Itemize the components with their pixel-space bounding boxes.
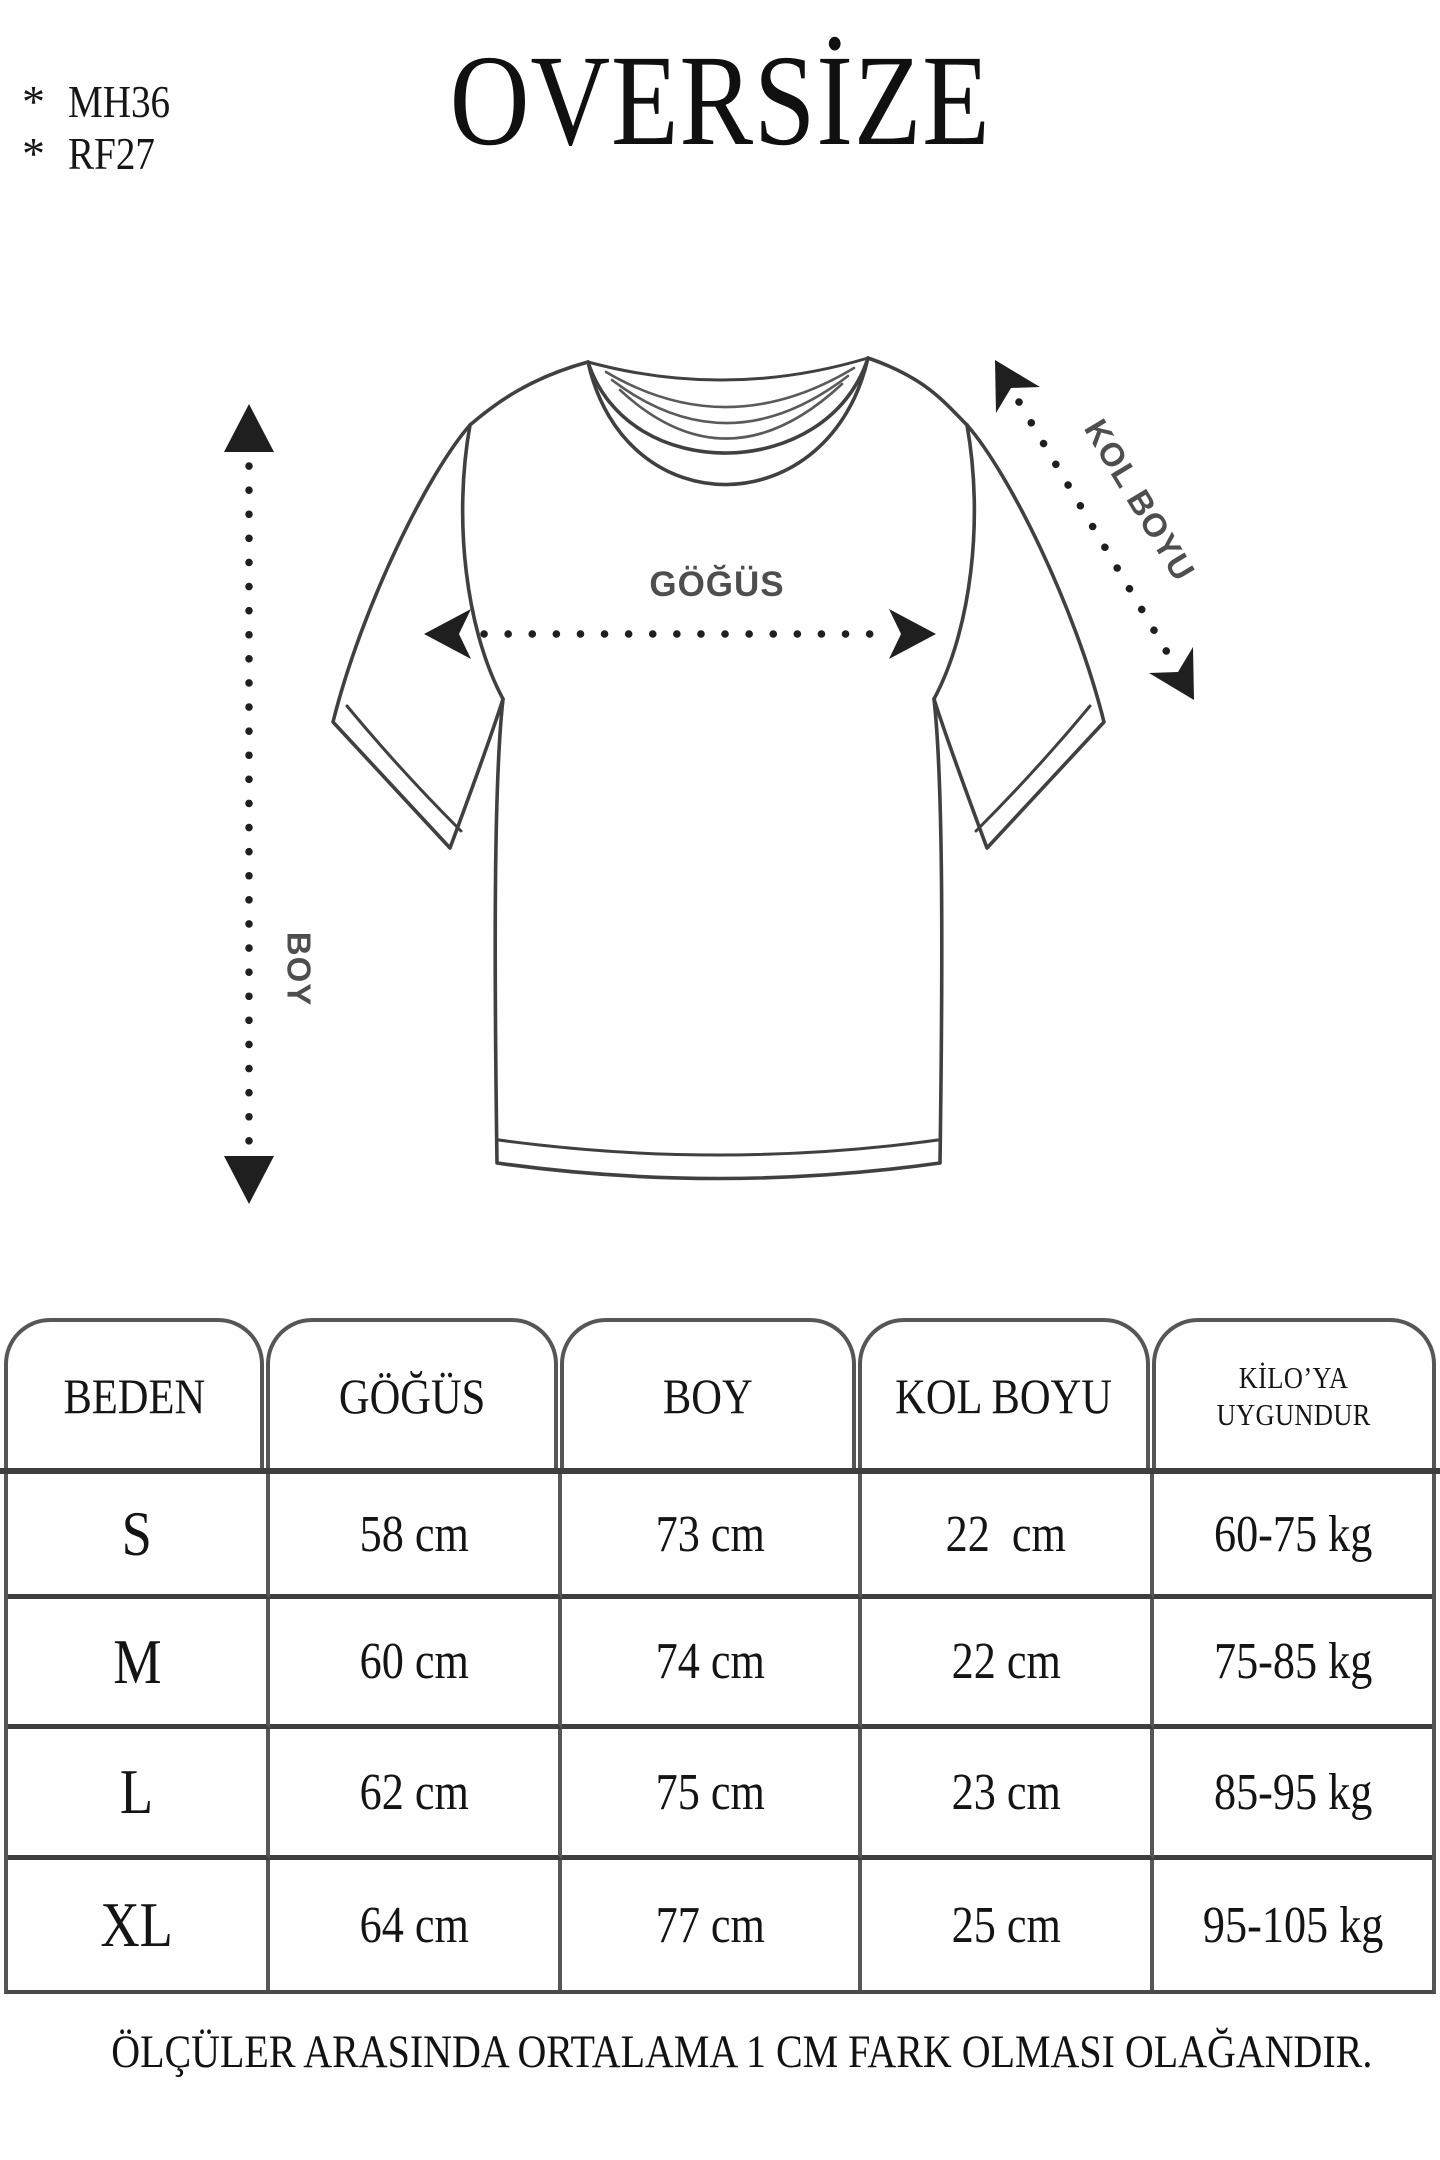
- asterisk-mark: *: [22, 76, 45, 127]
- arrow-down-right-icon: [1149, 647, 1194, 700]
- page-title-text: OVERSİZE: [449, 29, 991, 173]
- table-header-label: BOY: [663, 1367, 753, 1424]
- product-code-text: MH36: [68, 76, 171, 127]
- table-cell: 64 cm: [270, 1860, 562, 1990]
- size-table: [4, 1474, 1436, 1994]
- table-cell: 58 cm: [270, 1474, 562, 1599]
- tshirt-drawing: [333, 358, 1104, 1179]
- arrow-left-icon: [424, 609, 471, 659]
- table-cell: 60-75 kg: [1154, 1474, 1432, 1599]
- collar-top-edge: [588, 358, 868, 380]
- left-cuff-band: [347, 706, 461, 831]
- table-header-label: [1203, 1359, 1384, 1433]
- right-cuff-band: [976, 706, 1090, 831]
- table-header-gogus: [266, 1318, 558, 1469]
- left-armhole-seam: [463, 425, 503, 699]
- arrow-up-icon: [224, 404, 274, 452]
- table-cell: 95-105 kg: [1202, 1896, 1384, 1954]
- table-cell: 85-95 kg: [1154, 1729, 1432, 1860]
- sleeve-label: KOL BOYU: [1077, 412, 1203, 588]
- kilo-header-line1: KİLO’YA: [1239, 1359, 1349, 1395]
- table-header-boy: [560, 1318, 856, 1469]
- table-header-beden: [4, 1318, 264, 1469]
- measurement-disclaimer-text: ÖLÇÜLER ARASINDA ORTALAMA 1 CM FARK OLMASI OLAĞANDIR.: [111, 2026, 1373, 2078]
- right-armhole-seam: [934, 425, 974, 699]
- table-cell: L: [8, 1729, 270, 1860]
- chest-label: GÖĞÜS: [649, 565, 785, 604]
- table-header-label: GÖĞÜS: [338, 1367, 486, 1424]
- measurement-disclaimer: [0, 2024, 1440, 2080]
- table-cell: 25 cm: [862, 1860, 1154, 1990]
- table-cell: 22 cm: [862, 1599, 1154, 1729]
- table-cell: 62 cm: [270, 1729, 562, 1860]
- table-cell: XL: [8, 1860, 270, 1990]
- table-cell: 75 cm: [562, 1729, 862, 1860]
- arrow-down-icon: [224, 1156, 274, 1204]
- table-cell: 60 cm: [270, 1599, 562, 1729]
- product-code-text: RF27: [68, 128, 155, 179]
- table-header-kilo: [1152, 1318, 1436, 1469]
- table-cell: 74 cm: [562, 1599, 862, 1729]
- table-cell: 23 cm: [862, 1729, 1154, 1860]
- tshirt-outline: [333, 358, 1104, 1179]
- table-cell: S: [8, 1474, 270, 1599]
- table-header-label: KOL BOYU: [895, 1367, 1113, 1424]
- table-cell: 22 cm: [862, 1474, 1154, 1599]
- arrow-right-icon: [889, 609, 936, 659]
- kilo-header-line2: UYGUNDUR: [1216, 1396, 1372, 1432]
- length-arrow: [224, 404, 274, 1204]
- table-cell: 77 cm: [562, 1860, 862, 1990]
- table-header-label: BEDEN: [63, 1367, 205, 1424]
- hem-band: [499, 1140, 938, 1155]
- table-header-kol-boyu: [858, 1318, 1150, 1469]
- length-label: BOY: [280, 931, 318, 1007]
- table-cell: 75-85 kg: [1154, 1599, 1432, 1729]
- chest-arrow: [424, 609, 936, 659]
- asterisk-mark: *: [22, 128, 45, 179]
- table-cell: M: [8, 1599, 270, 1729]
- table-cell: 73 cm: [562, 1474, 862, 1599]
